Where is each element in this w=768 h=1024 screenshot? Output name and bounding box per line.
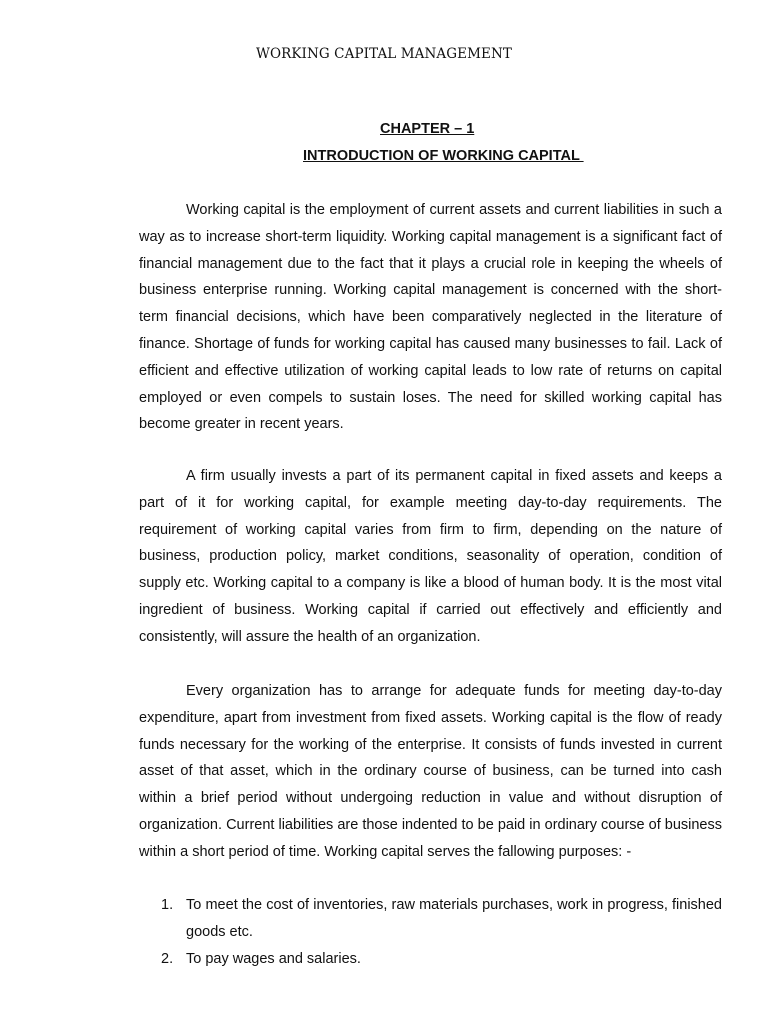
running-header: WORKING CAPITAL MANAGEMENT bbox=[255, 46, 513, 62]
paragraph-3-block bbox=[139, 678, 722, 866]
paragraph: A firm usually invests a part of its permanent capital in fixed assets and keeps a part of it for working capital, for example meeting day-to-day requirements. The requirement of working capital varies from firm to firm, depending on the nature of business, production policy, market conditions, seasonality of operation, condition of supply etc. Working capital to a company is like a blood of human body. It is the most vital ingredient of business. Working capital if carried out effectively and efficiently and consistently, will assure the health of an organization. bbox=[139, 468, 722, 645]
paragraph-2-block bbox=[139, 463, 722, 651]
list-item bbox=[139, 946, 722, 973]
list-item-text: To pay wages and salaries. bbox=[186, 950, 361, 967]
chapter-title: INTRODUCTION OF WORKING CAPITAL bbox=[303, 148, 584, 164]
list-item-number: 2. bbox=[161, 950, 174, 967]
list-item bbox=[139, 892, 722, 946]
purposes-list bbox=[139, 892, 722, 972]
paragraph: Working capital is the employment of current assets and current liabilities in such a way as to increase short-term liquidity. Working capital management is a significant fact of financial management due to the fact that it plays a crucial role in keeping the wheels of business enterprise running. Working capital management is concerned with the short-term financial decisions, which have been comparatively neglected in the literature of finance. Shortage of funds for working capital has caused many businesses to fail. Lack of efficient and effective utilization of working capital leads to low rate of returns on capital employed or even compels to sustain loses. The need for skilled working capital has become greater in recent years. bbox=[139, 202, 722, 433]
paragraph: Every organization has to arrange for adequate funds for meeting day-to-day expenditure, apart from investment from fixed assets. Working capital is the flow of ready funds necessary for the working of the enterprise. It consists of funds invested in current asset of that asset, which in the ordinary course of business, can be turned into cash within a brief period without undergoing reduction in value and without disruption of organization. Current liabilities are those indented to be paid in ordinary course of business within a short period of time. Working capital serves the fallowing purposes: - bbox=[139, 683, 722, 860]
list-item-number: 1. bbox=[161, 897, 174, 913]
paragraph-1-block bbox=[139, 197, 722, 438]
list-item-text: To meet the cost of inventories, raw materials purchases, work in progress, finished goods etc. bbox=[186, 897, 722, 940]
chapter-number: CHAPTER – 1 bbox=[380, 121, 475, 137]
